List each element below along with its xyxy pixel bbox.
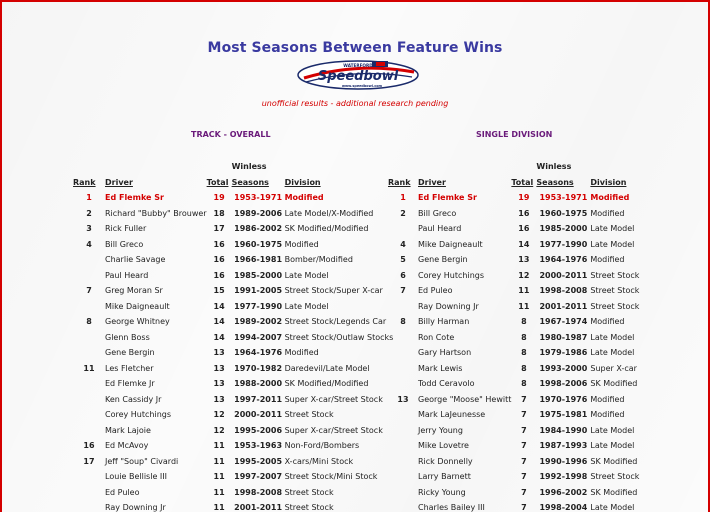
table-row <box>73 500 397 516</box>
table-row <box>73 454 397 470</box>
division-cell: Modified <box>590 208 625 218</box>
rank-cell: 3 <box>86 224 92 233</box>
rank-cell: 4 <box>400 239 406 249</box>
total-cell: 8 <box>521 317 527 326</box>
seasons-cell: 1975-1981 <box>539 410 588 419</box>
winless-header: Winless <box>231 162 267 171</box>
svg-text:Speedbowl: Speedbowl <box>317 69 399 84</box>
driver-cell: Louie Bellisle III <box>105 472 167 481</box>
total-cell: 14 <box>213 301 225 311</box>
driver-cell: Mark Lewis <box>418 363 463 373</box>
seasons-cell: 1970-1976 <box>539 394 588 404</box>
table-row <box>73 392 397 408</box>
table-row <box>73 485 397 501</box>
driver-cell: Ed Puleo <box>418 286 453 295</box>
seasons-cell: 1995-2005 <box>234 456 283 466</box>
rank-cell <box>388 469 418 485</box>
table-row <box>388 361 665 377</box>
rank-cell <box>73 485 105 501</box>
seasons-header: Seasons <box>231 177 269 187</box>
total-cell: 19 <box>518 193 530 202</box>
seasons-cell: 2000-2011 <box>539 270 588 280</box>
svg-text:WATERFORD: WATERFORD <box>343 63 373 68</box>
seasons-cell: 1985-2000 <box>234 270 283 280</box>
table-row <box>73 268 397 284</box>
rank-cell: 13 <box>397 394 409 404</box>
total-cell: 16 <box>518 224 530 233</box>
driver-cell: Greg Moran Sr <box>105 286 163 295</box>
division-cell: Late Model <box>590 503 635 512</box>
division-cell: Street Stock <box>284 487 334 497</box>
division-header: Division <box>590 177 627 187</box>
total-cell: 18 <box>213 208 225 218</box>
total-cell: 16 <box>213 255 225 264</box>
driver-cell: Ricky Young <box>418 487 466 497</box>
rank-cell: 6 <box>400 270 406 280</box>
rank-cell: 17 <box>83 456 95 466</box>
rank-cell: 8 <box>400 317 406 326</box>
seasons-cell: 1979-1986 <box>539 348 588 357</box>
total-cell: 16 <box>213 239 225 249</box>
division-cell: Street Stock/Super X-car <box>284 286 383 295</box>
rank-cell <box>73 469 105 485</box>
total-cell: 11 <box>213 441 225 450</box>
rank-cell <box>73 392 105 408</box>
division-cell: SK Modified <box>590 487 638 497</box>
division-cell: Modified <box>590 410 625 419</box>
rank-cell <box>388 330 418 346</box>
rank-cell <box>388 500 418 516</box>
division-cell: Modified <box>590 193 630 202</box>
driver-cell: Gene Bergin <box>105 348 155 357</box>
seasons-cell: 1997-2007 <box>234 472 283 481</box>
table-row <box>73 438 397 454</box>
total-header: Total <box>511 177 534 187</box>
seasons-cell: 1998-2008 <box>539 286 588 295</box>
table-row <box>73 237 397 253</box>
seasons-cell: 1992-1998 <box>539 472 588 481</box>
seasons-cell: 1996-2002 <box>539 487 588 497</box>
rank-cell: 11 <box>83 363 95 373</box>
rank-cell <box>73 299 105 315</box>
table-row <box>388 252 665 268</box>
rank-header: Rank <box>73 177 96 187</box>
rank-cell <box>73 268 105 284</box>
division-cell: Modified <box>284 239 319 249</box>
total-cell: 11 <box>213 487 225 497</box>
driver-cell: Charles Bailey III <box>418 503 485 512</box>
table-row <box>388 221 665 237</box>
section-title-track-overall: TRACK - OVERALL <box>191 130 271 139</box>
seasons-cell: 1977-1990 <box>234 301 283 311</box>
seasons-cell: 1966-1981 <box>234 255 283 264</box>
driver-cell: Todd Ceravolo <box>418 379 475 388</box>
total-cell: 8 <box>521 363 527 373</box>
seasons-cell: 1988-2000 <box>234 379 283 388</box>
track-overall-table <box>73 159 397 516</box>
table-row <box>73 221 397 237</box>
table-row <box>73 299 397 315</box>
division-cell: Late Model <box>284 270 329 280</box>
seasons-cell: 1960-1975 <box>539 208 588 218</box>
seasons-cell: 1964-1976 <box>539 255 588 264</box>
total-cell: 13 <box>518 255 530 264</box>
table-row <box>388 283 665 299</box>
total-cell: 11 <box>518 301 530 311</box>
total-cell: 7 <box>521 472 527 481</box>
total-cell: 12 <box>213 410 225 419</box>
division-cell: Late Model <box>590 332 635 342</box>
driver-cell: Ed Flemke Sr <box>418 193 477 202</box>
seasons-cell: 1980-1987 <box>539 332 588 342</box>
section-title-single-division: SINGLE DIVISION <box>476 130 553 139</box>
driver-cell: Mike Lovetre <box>418 441 469 450</box>
driver-cell: Ken Cassidy Jr <box>105 394 162 404</box>
rank-cell: 7 <box>86 286 92 295</box>
division-cell: Non-Ford/Bombers <box>284 441 360 450</box>
seasons-cell: 1977-1990 <box>539 239 588 249</box>
seasons-cell: 1997-2011 <box>234 394 283 404</box>
table-row <box>388 469 665 485</box>
seasons-cell: 1998-2004 <box>539 503 588 512</box>
single-division-table <box>388 159 665 516</box>
table-row <box>73 330 397 346</box>
rank-cell <box>73 500 105 516</box>
driver-cell: Ray Downing Jr <box>418 301 479 311</box>
table-row <box>73 407 397 423</box>
table-row <box>388 299 665 315</box>
driver-cell: Gene Bergin <box>418 255 468 264</box>
driver-cell: Larry Barnett <box>418 472 471 481</box>
rank-cell <box>388 361 418 377</box>
total-cell: 7 <box>521 410 527 419</box>
total-header: Total <box>206 177 229 187</box>
total-cell: 14 <box>213 317 225 326</box>
driver-cell: Ray Downing Jr <box>105 503 166 512</box>
driver-cell: Gary Hartson <box>418 348 472 357</box>
seasons-cell: 1985-2000 <box>539 224 588 233</box>
rank-cell: 5 <box>400 255 406 264</box>
table-row <box>388 376 665 392</box>
rank-cell <box>73 330 105 346</box>
rank-cell <box>388 485 418 501</box>
table-row <box>388 206 665 222</box>
division-cell: SK Modified <box>590 379 638 388</box>
total-cell: 8 <box>521 332 527 342</box>
division-cell: Late Model <box>590 239 635 249</box>
division-cell: Street Stock/Mini Stock <box>284 472 378 481</box>
table-row <box>388 407 665 423</box>
division-cell: Late Model <box>590 441 635 450</box>
division-cell: Bomber/Modified <box>284 255 353 264</box>
division-cell: Street Stock/Legends Car <box>284 317 387 326</box>
driver-cell: Mark Lajoie <box>105 425 151 435</box>
division-cell: Late Model <box>590 425 635 435</box>
driver-header: Driver <box>105 177 133 187</box>
division-cell: Street Stock <box>284 410 334 419</box>
table-row <box>73 283 397 299</box>
winless-header: Winless <box>536 162 572 171</box>
division-cell: Late Model <box>590 348 635 357</box>
table-row <box>388 330 665 346</box>
driver-cell: Rick Fuller <box>105 224 147 233</box>
rank-cell <box>388 407 418 423</box>
total-cell: 7 <box>521 441 527 450</box>
rank-cell <box>73 407 105 423</box>
division-cell: Modified <box>590 317 625 326</box>
rank-cell: 1 <box>400 193 406 202</box>
rank-cell <box>73 376 105 392</box>
division-cell: Street Stock <box>590 472 640 481</box>
total-cell: 7 <box>521 503 527 512</box>
total-cell: 7 <box>521 425 527 435</box>
table-row <box>388 485 665 501</box>
rank-cell <box>388 299 418 315</box>
rank-cell: 8 <box>86 317 92 326</box>
division-cell: Super X-car/Street Stock <box>284 425 383 435</box>
driver-cell: Les Fletcher <box>105 363 154 373</box>
driver-cell: Richard "Bubby" Brouwer <box>105 208 207 218</box>
total-cell: 7 <box>521 487 527 497</box>
seasons-cell: 1995-2006 <box>234 425 283 435</box>
table-row <box>73 361 397 377</box>
total-cell: 16 <box>518 208 530 218</box>
driver-cell: George "Moose" Hewitt <box>418 394 512 404</box>
total-cell: 14 <box>518 239 530 249</box>
table-row <box>388 454 665 470</box>
seasons-cell: 1960-1975 <box>234 239 283 249</box>
division-cell: SK Modified <box>590 456 638 466</box>
rank-cell: 2 <box>86 208 92 218</box>
table-row <box>388 500 665 516</box>
total-cell: 11 <box>213 456 225 466</box>
driver-cell: Mike Daigneault <box>105 301 170 311</box>
driver-cell: George Whitney <box>105 317 170 326</box>
total-cell: 12 <box>518 270 530 280</box>
seasons-cell: 2000-2011 <box>234 410 283 419</box>
seasons-cell: 1987-1993 <box>539 441 588 450</box>
total-cell: 12 <box>213 425 225 435</box>
table-row <box>388 438 665 454</box>
division-cell: Modified <box>284 193 324 202</box>
table-row <box>388 423 665 439</box>
seasons-cell: 1953-1963 <box>234 441 283 450</box>
table-row <box>73 314 397 330</box>
seasons-cell: 2001-2011 <box>539 301 588 311</box>
seasons-cell: 1986-2002 <box>234 224 283 233</box>
division-cell: Super X-car/Street Stock <box>284 394 383 404</box>
division-header: Division <box>284 177 321 187</box>
table-row <box>73 423 397 439</box>
total-cell: 17 <box>213 224 225 233</box>
rank-cell <box>388 423 418 439</box>
driver-cell: Corey Hutchings <box>418 270 485 280</box>
table-row <box>73 345 397 361</box>
division-cell: Modified <box>590 394 625 404</box>
table-row <box>388 345 665 361</box>
rank-cell <box>388 345 418 361</box>
driver-cell: Billy Harman <box>418 317 470 326</box>
rank-cell: 2 <box>400 208 406 218</box>
rank-cell: 4 <box>86 239 92 249</box>
division-cell: Street Stock <box>590 286 640 295</box>
driver-cell: Bill Greco <box>418 208 457 218</box>
seasons-cell: 1993-2000 <box>539 363 588 373</box>
division-cell: SK Modified/Modified <box>284 379 369 388</box>
speedbowl-logo <box>296 58 421 92</box>
total-cell: 14 <box>213 332 225 342</box>
seasons-header: Seasons <box>536 177 574 187</box>
total-cell: 15 <box>213 286 225 295</box>
division-cell: Late Model/X-Modified <box>284 208 374 218</box>
table-row <box>73 376 397 392</box>
table-row <box>73 252 397 268</box>
division-cell: Street Stock <box>590 301 640 311</box>
driver-cell: Ed Flemke Sr <box>105 193 164 202</box>
division-cell: Modified <box>284 348 319 357</box>
total-cell: 13 <box>213 348 225 357</box>
driver-cell: Ed Flemke Jr <box>105 379 155 388</box>
svg-text:www.speedbowl.com: www.speedbowl.com <box>341 84 383 88</box>
driver-cell: Paul Heard <box>418 224 462 233</box>
table-row <box>388 268 665 284</box>
driver-cell: Ron Cote <box>418 332 455 342</box>
rank-cell <box>388 454 418 470</box>
table-row <box>388 392 665 408</box>
rank-cell: 1 <box>86 193 92 202</box>
seasons-cell: 1984-1990 <box>539 425 588 435</box>
seasons-cell: 1989-2006 <box>234 208 283 218</box>
driver-cell: Glenn Boss <box>105 332 150 342</box>
driver-cell: Rick Donnelly <box>418 456 473 466</box>
total-cell: 7 <box>521 394 527 404</box>
total-cell: 13 <box>213 363 225 373</box>
total-cell: 13 <box>213 394 225 404</box>
rank-cell <box>73 345 105 361</box>
table-row <box>73 190 397 206</box>
seasons-cell: 1953-1971 <box>539 193 588 202</box>
rank-cell <box>73 252 105 268</box>
driver-cell: Mike Daigneault <box>418 239 483 249</box>
total-cell: 19 <box>213 193 225 202</box>
seasons-cell: 1989-2002 <box>234 317 283 326</box>
rank-cell <box>388 221 418 237</box>
driver-cell: Jerry Young <box>418 425 463 435</box>
rank-header: Rank <box>388 177 411 187</box>
seasons-cell: 1998-2008 <box>234 487 283 497</box>
seasons-cell: 1990-1996 <box>539 456 588 466</box>
rank-cell: 16 <box>83 441 95 450</box>
total-cell: 8 <box>521 379 527 388</box>
division-cell: Modified <box>590 255 625 264</box>
division-cell: SK Modified/Modified <box>284 224 369 233</box>
seasons-cell: 1991-2005 <box>234 286 283 295</box>
division-cell: Daredevil/Late Model <box>284 363 370 373</box>
driver-cell: Corey Hutchings <box>105 410 172 419</box>
seasons-cell: 1964-1976 <box>234 348 283 357</box>
division-cell: X-cars/Mini Stock <box>284 456 354 466</box>
total-cell: 13 <box>213 379 225 388</box>
driver-cell: Ed Puleo <box>105 487 140 497</box>
driver-cell: Bill Greco <box>105 239 144 249</box>
total-cell: 7 <box>521 456 527 466</box>
division-cell: Street Stock/Outlaw Stocks <box>284 332 394 342</box>
division-cell: Super X-car <box>590 363 637 373</box>
total-cell: 11 <box>213 472 225 481</box>
table-row <box>388 314 665 330</box>
total-cell: 11 <box>518 286 530 295</box>
table-row <box>388 190 665 206</box>
seasons-cell: 1970-1982 <box>234 363 283 373</box>
division-cell: Street Stock <box>590 270 640 280</box>
table-row <box>73 206 397 222</box>
seasons-cell: 1998-2006 <box>539 379 588 388</box>
driver-cell: Charlie Savage <box>105 255 166 264</box>
total-cell: 11 <box>213 503 225 512</box>
division-cell: Street Stock <box>284 503 334 512</box>
seasons-cell: 1953-1971 <box>234 193 283 202</box>
subtitle-note: unofficial results - additional research pending <box>261 99 449 108</box>
table-row <box>388 237 665 253</box>
total-cell: 16 <box>213 270 225 280</box>
driver-cell: Ed McAvoy <box>105 441 149 450</box>
division-cell: Late Model <box>284 301 329 311</box>
division-cell: Late Model <box>590 224 635 233</box>
seasons-cell: 2001-2011 <box>234 503 283 512</box>
rank-cell: 7 <box>400 286 406 295</box>
rank-cell <box>388 438 418 454</box>
page-title: Most Seasons Between Feature Wins <box>207 40 503 56</box>
driver-cell: Jeff "Soup" Civardi <box>105 456 179 466</box>
driver-cell: Mark LaJeunesse <box>418 410 486 419</box>
driver-cell: Paul Heard <box>105 270 149 280</box>
seasons-cell: 1994-2007 <box>234 332 283 342</box>
driver-header: Driver <box>418 177 446 187</box>
rank-cell <box>73 423 105 439</box>
table-row <box>73 469 397 485</box>
total-cell: 8 <box>521 348 527 357</box>
rank-cell <box>388 376 418 392</box>
seasons-cell: 1967-1974 <box>539 317 588 326</box>
